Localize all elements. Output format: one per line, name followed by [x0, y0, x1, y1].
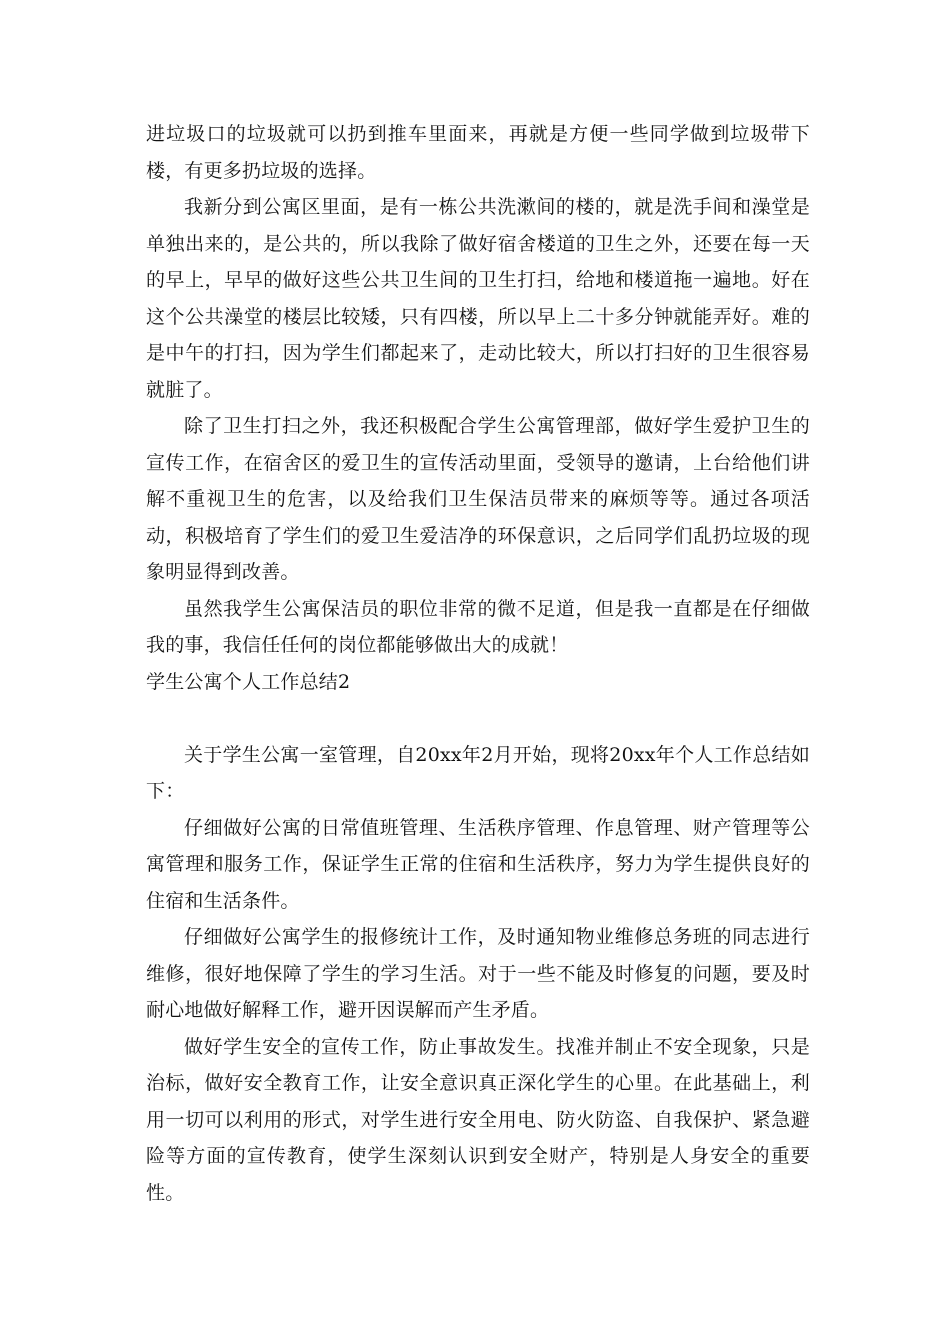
paragraph: 虽然我学生公寓保洁员的职位非常的微不足道，但是我一直都是在仔细做我的事，我信任任何的岗位都能够做出大的成就！ — [146, 597, 810, 656]
paragraph: 除了卫生打扫之外，我还积极配合学生公寓管理部，做好学生爱护卫生的宣传工作，在宿舍区的爱卫生的宣传活动里面，受领导的邀请，上台给他们讲解不重视卫生的危害，以及给我们卫生保洁员带来的麻烦等等。通过各项活动，积极培育了学生们的爱卫生爱洁净的环保意识，之后同学们乱扔垃圾的现象明显得到改善。 — [146, 415, 810, 583]
document-body — [146, 116, 810, 1211]
paragraph: 关于学生公寓一室管理，自20xx年2月开始，现将20xx年个人工作总结如下： — [146, 743, 810, 802]
paragraph: 进垃圾口的垃圾就可以扔到推车里面来，再就是方便一些同学做到垃圾带下楼，有更多扔垃圾的选择。 — [146, 123, 810, 182]
paragraph: 仔细做好公寓学生的报修统计工作，及时通知物业维修总务班的同志进行维修，很好地保障了学生的学习生活。对于一些不能及时修复的问题，要及时耐心地做好解释工作，避开因误解而产生矛盾。 — [146, 926, 810, 1021]
paragraph: 做好学生安全的宣传工作，防止事故发生。找准并制止不安全现象，只是治标，做好安全教育工作，让安全意识真正深化学生的心里。在此基础上，利用一切可以利用的形式，对学生进行安全用电、防火防盗、自我保护、紧急避险等方面的宣传教育，使学生深刻认识到安全财产，特别是人身安全的重要性。 — [146, 1035, 810, 1204]
section-heading: 学生公寓个人工作总结2 — [146, 670, 351, 693]
paragraph: 仔细做好公寓的日常值班管理、生活秩序管理、作息管理、财产管理等公寓管理和服务工作，保证学生正常的住宿和生活秩序，努力为学生提供良好的住宿和生活条件。 — [146, 816, 810, 912]
blank-line — [146, 700, 810, 737]
paragraph: 我新分到公寓区里面，是有一栋公共洗漱间的楼的，就是洗手间和澡堂是单独出来的，是公共的，所以我除了做好宿舍楼道的卫生之外，还要在每一天的早上，早早的做好这些公共卫生间的卫生打扫，给地和楼道拖一遍地。好在这个公共澡堂的楼层比较矮，只有四楼，所以早上二十多分钟就能弄好。难的是中午的打扫，因为学生们都起来了，走动比较大，所以打扫好的卫生很容易就脏了。 — [146, 196, 810, 401]
